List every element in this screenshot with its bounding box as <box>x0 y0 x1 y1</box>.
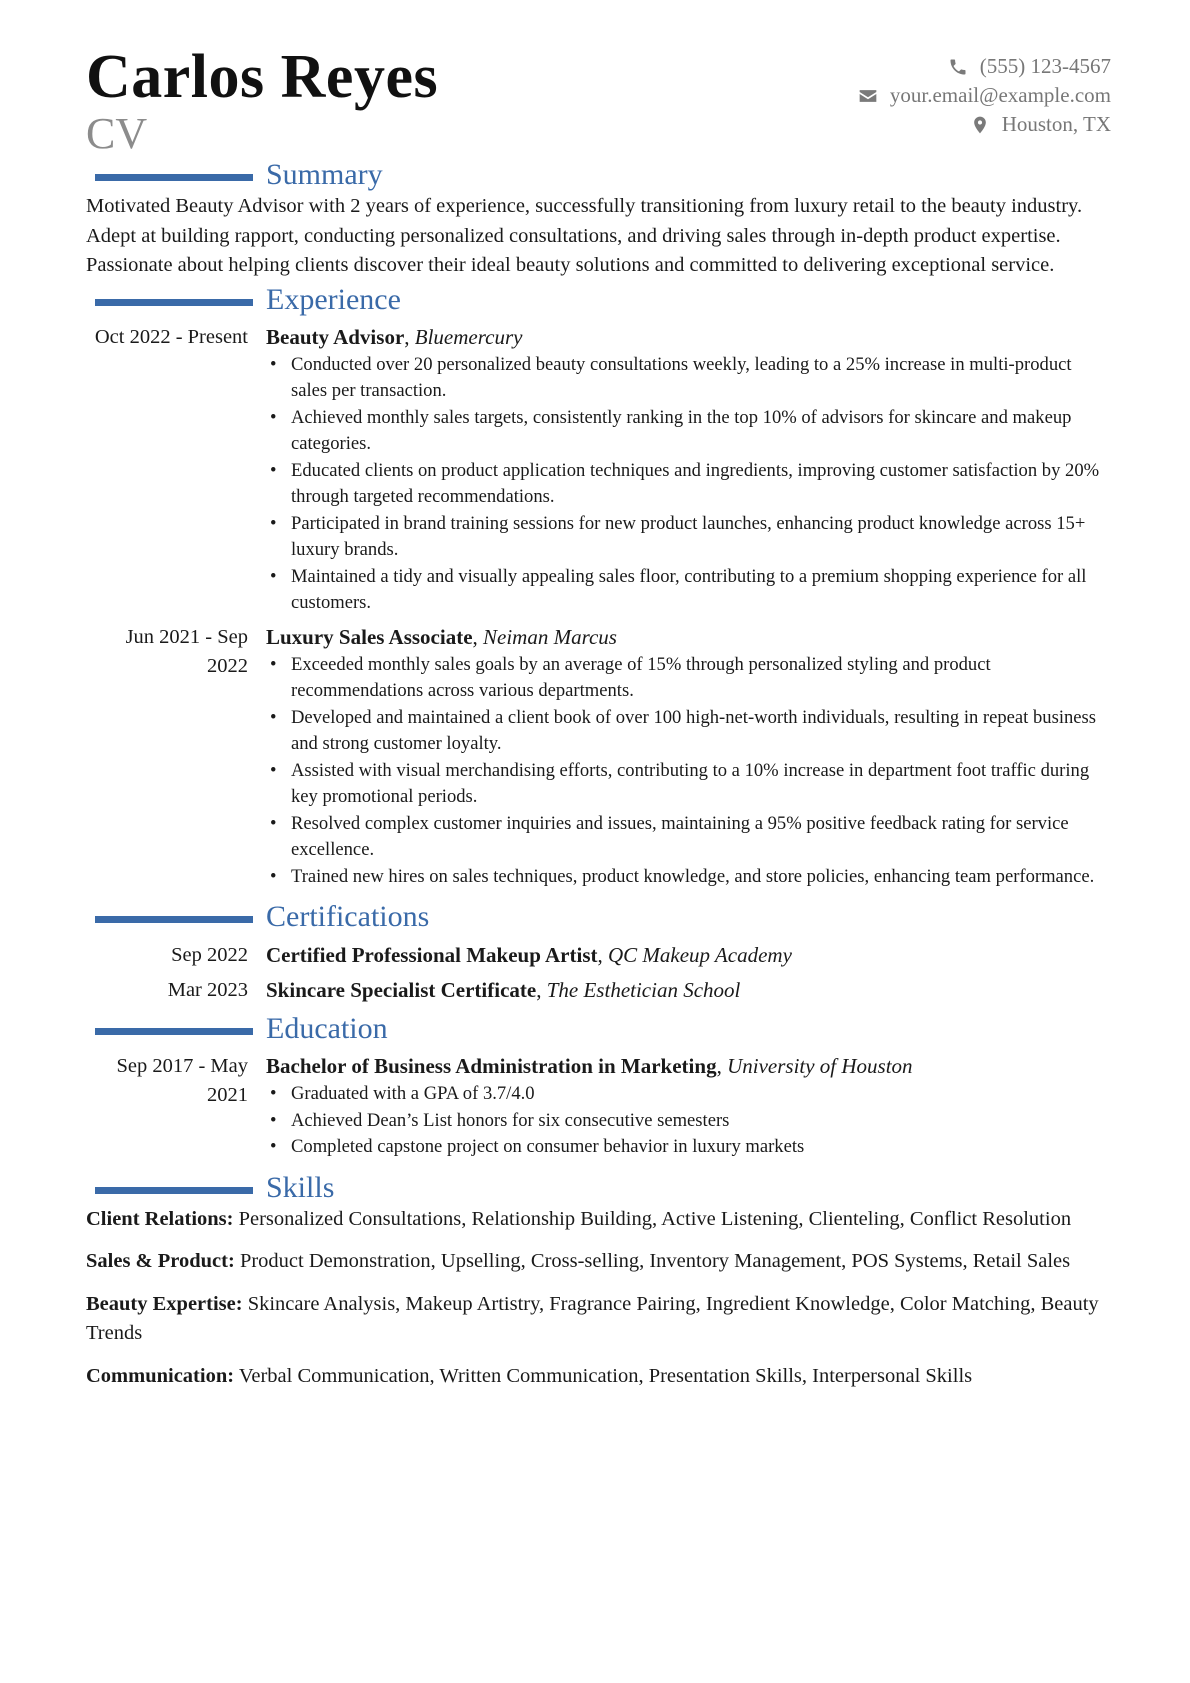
contact-phone <box>858 52 1111 81</box>
section-bar <box>95 299 253 306</box>
candidate-name: Carlos Reyes <box>86 43 439 111</box>
phone-number[interactable]: (555) 123-4567 <box>979 54 1111 78</box>
skill-items: Product Demonstration, Upselling, Cross-selling, Inventory Management, POS Systems, Retail Sales <box>239 1250 1071 1272</box>
list-item: • Achieved monthly sales targets, consistently ranking in the top 10% of advisors for skincare and makeup categories. <box>266 405 1111 458</box>
section-title: Education <box>266 1012 388 1045</box>
entry-date: Jun 2021 - Sep 2022 <box>125 625 248 677</box>
job-title: Beauty Advisor <box>266 324 405 349</box>
entry-body <box>266 975 1111 1006</box>
skill-items: Personalized Consultations, Relationship Building, Active Listening, Clienteling, Conflict Resolution <box>238 1207 1072 1230</box>
entry-body <box>266 323 1111 617</box>
skill-group <box>86 1362 1111 1392</box>
list-item: • Developed and maintained a client book of over 100 high-net-worth individuals, resulting in repeat business and strong customer loyalty. <box>266 705 1111 758</box>
education-heading <box>86 1012 1111 1046</box>
experience-heading <box>86 283 1111 317</box>
list-item: • Educated clients on product application techniques and ingredients, improving customer satisfaction by 20% through targeted recommendations. <box>266 458 1111 511</box>
section-title: Experience <box>266 282 401 316</box>
summary-heading <box>86 158 1111 192</box>
entry-head: Certified Professional Makeup Artist, QC Makeup Academy <box>266 943 792 967</box>
entry-head: Beauty Advisor, Bluemercury <box>266 324 523 349</box>
section-bar <box>95 174 253 181</box>
entry-date: Sep 2022 <box>171 944 248 966</box>
institution: University of Houston <box>727 1054 913 1078</box>
list-item: • Resolved complex customer inquiries and issues, maintaining a 95% positive feedback rating for service excellence. <box>266 811 1111 864</box>
section-bar <box>95 1028 253 1035</box>
section-bar <box>95 916 253 923</box>
skill-items: Verbal Communication, Written Communication, Presentation Skills, Interpersonal Skills <box>238 1364 973 1387</box>
list-item: • Achieved Dean’s List honors for six consecutive semesters <box>266 1108 1111 1135</box>
skill-group <box>86 1290 1111 1349</box>
list-item: • Participated in brand training sessions for new product launches, enhancing product knowledge across 15+ luxury brands. <box>266 511 1111 564</box>
bullet-list <box>266 652 1111 891</box>
certification-name: Certified Professional Makeup Artist <box>266 943 598 967</box>
header <box>86 40 1111 158</box>
skill-group <box>86 1247 1111 1277</box>
entry-body <box>266 623 1111 891</box>
map-marker-icon <box>970 115 990 135</box>
employer: Neiman Marcus <box>483 624 617 649</box>
cv-page <box>86 40 1111 1404</box>
entry-head: Skincare Specialist Certificate, The Esthetician School <box>266 978 741 1002</box>
bullet-list <box>266 1081 1111 1161</box>
skill-label: Beauty Expertise: <box>86 1292 243 1315</box>
degree: Bachelor of Business Administration in Marketing <box>266 1054 717 1078</box>
list-item: • Exceeded monthly sales goals by an average of 15% through personalized styling and product recommendations across various departments. <box>266 652 1111 705</box>
skill-label: Client Relations: <box>86 1207 234 1230</box>
list-item: • Maintained a tidy and visually appealing sales floor, contributing to a premium shopping experience for all customers. <box>266 564 1111 617</box>
entry-head: Bachelor of Business Administration in Marketing, University of Houston <box>266 1054 913 1078</box>
bullet-list <box>266 352 1111 617</box>
location-text: Houston, TX <box>1001 112 1111 136</box>
entry-date: Oct 2022 - Present <box>94 325 248 348</box>
entry-date: Sep 2017 - May 2021 <box>116 1055 248 1106</box>
issuer: The Esthetician School <box>546 978 741 1002</box>
certification-entry <box>86 975 1111 1006</box>
document-subtitle: CV <box>86 109 148 158</box>
entry-date: Mar 2023 <box>167 979 248 1001</box>
phone-icon <box>948 57 968 77</box>
summary-text: Motivated Beauty Advisor with 2 years of experience, successfully transitioning from luxury retail to the beauty industry. Adept at building rapport, conducting personalized consultations, and driving sales through in-depth product expertise. Passionate about helping clients discover their ideal beauty solutions and committed to delivering exceptional service. <box>86 195 1083 276</box>
job-title: Luxury Sales Associate <box>266 624 473 649</box>
section-title: Summary <box>266 158 383 191</box>
list-item: • Assisted with visual merchandising efforts, contributing to a 10% increase in department foot traffic during key promotional periods. <box>266 758 1111 811</box>
skill-label: Communication: <box>86 1364 235 1387</box>
certification-name: Skincare Specialist Certificate <box>266 978 537 1002</box>
list-item: • Graduated with a GPA of 3.7/4.0 <box>266 1081 1111 1108</box>
certifications-heading <box>86 900 1111 934</box>
education-entry <box>86 1052 1111 1161</box>
skill-group <box>86 1205 1111 1235</box>
experience-entry <box>86 323 1111 617</box>
section-title: Certifications <box>266 900 430 933</box>
entry-body <box>266 1052 1111 1161</box>
list-item: • Completed capstone project on consumer behavior in luxury markets <box>266 1134 1111 1161</box>
section-title: Skills <box>266 1170 335 1204</box>
contact-email <box>858 81 1111 110</box>
skill-label: Sales & Product: <box>86 1250 235 1272</box>
envelope-icon <box>858 86 878 106</box>
list-item: • Conducted over 20 personalized beauty consultations weekly, leading to a 25% increase in multi-product sales per transaction. <box>266 352 1111 405</box>
certification-entry <box>86 940 1111 971</box>
skill-items: Skincare Analysis, Makeup Artistry, Fragrance Pairing, Ingredient Knowledge, Color Matching, Beauty Trends <box>86 1292 1099 1344</box>
skills-list <box>86 1205 1111 1392</box>
experience-entry <box>86 623 1111 891</box>
entry-head: Luxury Sales Associate, Neiman Marcus <box>266 624 617 649</box>
contact-location <box>858 110 1111 139</box>
contact-info <box>858 52 1111 139</box>
skills-heading <box>86 1171 1111 1205</box>
employer: Bluemercury <box>414 324 523 349</box>
list-item: • Trained new hires on sales techniques, product knowledge, and store policies, enhancing team performance. <box>266 864 1111 891</box>
section-bar <box>95 1187 253 1194</box>
entry-body <box>266 940 1111 971</box>
email-address[interactable]: your.email@example.com <box>889 83 1111 107</box>
issuer: QC Makeup Academy <box>608 943 792 967</box>
